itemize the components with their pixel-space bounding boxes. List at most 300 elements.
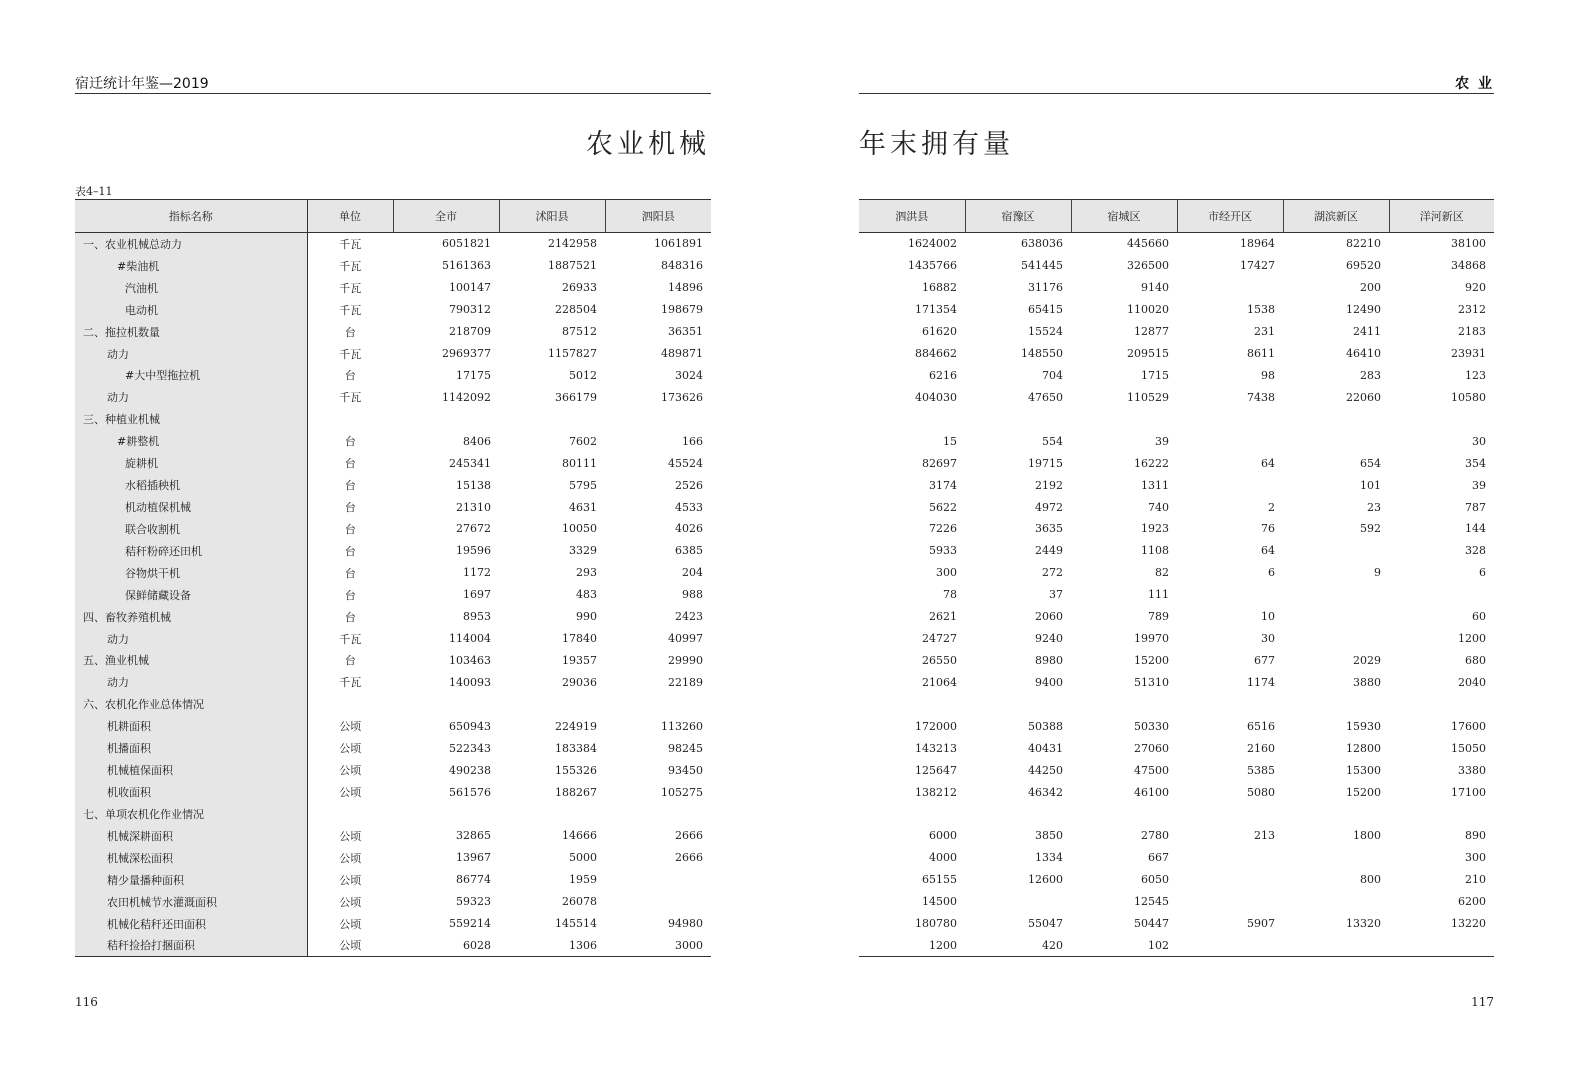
row-value-cell: 650943 [449, 719, 491, 733]
table-row [859, 935, 1494, 957]
row-value-cell: 65415 [1028, 303, 1063, 317]
row-indicator-name: 六、农机化作业总体情况 [75, 693, 307, 715]
row-indicator-name: 电动机 [75, 299, 307, 321]
table-number: 表4–11 [75, 185, 113, 198]
row-value-cell [965, 408, 1071, 430]
table-row [859, 781, 1494, 803]
row-value-cell: 3024 [675, 368, 703, 382]
row-value-cell: 2 [1268, 500, 1275, 514]
row-value-cell: 39 [1472, 478, 1486, 492]
row-indicator-name: 联合收割机 [75, 518, 307, 540]
row-value-cell: 17175 [456, 368, 491, 382]
left-page-number: 116 [75, 995, 98, 1009]
row-value-cell [1283, 891, 1389, 913]
row-value-cell [605, 693, 711, 715]
row-value-cell: 300 [1465, 851, 1486, 865]
row-value-cell: 884662 [915, 347, 957, 361]
row-value-cell [965, 693, 1071, 715]
row-value-cell [499, 693, 605, 715]
row-value-cell: 21310 [456, 500, 491, 514]
row-value-cell: 228504 [555, 303, 597, 317]
row-indicator-name: 机收面积 [75, 781, 307, 803]
row-value-cell: 483 [576, 588, 597, 602]
row-value-cell: 490238 [449, 763, 491, 777]
table-row [75, 452, 711, 474]
row-value-cell [859, 693, 965, 715]
row-value-cell: 6051821 [442, 237, 491, 251]
row-value-cell: 2029 [1353, 653, 1381, 667]
row-value-cell: 1311 [1141, 478, 1169, 492]
row-value-cell: 166 [682, 434, 703, 448]
table-row [859, 452, 1494, 474]
row-indicator-name: #柴油机 [75, 255, 307, 277]
row-indicator-name: 机械化秸秆还田面积 [75, 913, 307, 935]
left-header-row [75, 200, 711, 233]
row-value-cell: 559214 [449, 917, 491, 931]
header-yanghe: 洋河新区 [1389, 200, 1494, 233]
row-value-cell: 40431 [1028, 741, 1063, 755]
row-indicator-name: 七、单项农机化作业情况 [75, 803, 307, 825]
row-value-cell: 1538 [1247, 303, 1275, 317]
row-value-cell: 15050 [1451, 741, 1486, 755]
row-value-cell: 9400 [1035, 675, 1063, 689]
row-value-cell: 26933 [562, 281, 597, 295]
table-row [75, 584, 711, 606]
row-value-cell: 86774 [456, 873, 491, 887]
row-unit: 台 [344, 369, 356, 383]
row-value-cell: 82 [1155, 566, 1169, 580]
row-value-cell: 6 [1479, 566, 1486, 580]
row-value-cell [1283, 628, 1389, 650]
row-value-cell: 100147 [449, 281, 491, 295]
row-value-cell: 87512 [562, 325, 597, 339]
row-indicator-name: 谷物烘干机 [75, 562, 307, 584]
row-indicator-name: 机械植保面积 [75, 759, 307, 781]
row-value-cell [1283, 847, 1389, 869]
table-row [75, 430, 711, 452]
row-value-cell: 17100 [1451, 785, 1486, 799]
row-value-cell: 5933 [929, 544, 957, 558]
table-row [75, 496, 711, 518]
row-value-cell: 36351 [668, 325, 703, 339]
row-value-cell [499, 803, 605, 825]
row-value-cell: 82210 [1346, 237, 1381, 251]
table-row [859, 737, 1494, 759]
row-value-cell: 2060 [1035, 610, 1063, 624]
row-value-cell: 80111 [562, 456, 597, 470]
row-indicator-name: 秸秆粉碎还田机 [75, 540, 307, 562]
row-unit: 公顷 [339, 917, 362, 931]
row-indicator-name: #大中型拖拉机 [75, 365, 307, 387]
row-value-cell: 19970 [1134, 632, 1169, 646]
row-value-cell: 4533 [675, 500, 703, 514]
table-row [75, 255, 711, 277]
row-value-cell: 2621 [929, 610, 957, 624]
row-value-cell: 6216 [929, 368, 957, 382]
row-unit: 公顷 [339, 742, 362, 756]
row-unit: 千瓦 [339, 303, 362, 317]
row-value-cell: 18964 [1240, 237, 1275, 251]
row-value-cell: 1887521 [548, 259, 597, 273]
row-value-cell: 3880 [1353, 675, 1381, 689]
row-unit [307, 693, 393, 715]
row-value-cell: 1334 [1035, 851, 1063, 865]
row-value-cell: 144 [1465, 522, 1486, 536]
row-value-cell: 138212 [915, 785, 957, 799]
table-row [75, 233, 711, 255]
row-value-cell: 2449 [1035, 544, 1063, 558]
row-value-cell [1283, 408, 1389, 430]
header-indicator-name: 指标名称 [75, 200, 307, 233]
row-value-cell: 34868 [1451, 259, 1486, 273]
row-value-cell: 7602 [569, 434, 597, 448]
row-value-cell: 15200 [1134, 653, 1169, 667]
row-value-cell: 2780 [1141, 829, 1169, 843]
table-row [75, 365, 711, 387]
row-unit [307, 408, 393, 430]
row-value-cell: 13320 [1346, 917, 1381, 931]
right-page-number: 117 [1471, 995, 1494, 1009]
row-value-cell: 17840 [562, 632, 597, 646]
row-value-cell: 1697 [463, 588, 491, 602]
row-value-cell: 59323 [456, 895, 491, 909]
right-header-row [859, 200, 1494, 233]
row-value-cell: 113260 [661, 719, 703, 733]
row-value-cell [1283, 540, 1389, 562]
row-value-cell: 180780 [915, 917, 957, 931]
table-row [75, 474, 711, 496]
row-value-cell: 82697 [922, 456, 957, 470]
row-value-cell: 890 [1465, 829, 1486, 843]
row-value-cell: 200 [1360, 281, 1381, 295]
row-value-cell: 4026 [675, 522, 703, 536]
row-indicator-name: 精少量播种面积 [75, 869, 307, 891]
table-row [859, 299, 1494, 321]
row-value-cell: 17427 [1240, 259, 1275, 273]
row-value-cell: 5622 [929, 500, 957, 514]
table-row [859, 715, 1494, 737]
row-value-cell: 44250 [1028, 763, 1063, 777]
row-value-cell [1177, 474, 1283, 496]
row-value-cell: 15524 [1028, 325, 1063, 339]
row-value-cell: 920 [1465, 281, 1486, 295]
row-value-cell: 22189 [668, 675, 703, 689]
row-value-cell: 64 [1261, 544, 1275, 558]
row-unit: 千瓦 [339, 632, 362, 646]
table-row [859, 430, 1494, 452]
table-row [75, 891, 711, 913]
row-value-cell: 13220 [1451, 917, 1486, 931]
row-unit: 千瓦 [339, 259, 362, 273]
row-value-cell: 988 [682, 588, 703, 602]
header-hubin: 湖滨新区 [1283, 200, 1389, 233]
row-unit: 台 [344, 610, 356, 624]
row-value-cell: 15138 [456, 478, 491, 492]
header-shuyang: 沭阳县 [499, 200, 605, 233]
row-value-cell: 12800 [1346, 741, 1381, 755]
left-page [0, 0, 793, 1077]
row-value-cell: 1157827 [548, 347, 597, 361]
right-running-head: 农 业 [1455, 76, 1494, 92]
row-value-cell: 2969377 [442, 347, 491, 361]
row-indicator-name: 机播面积 [75, 737, 307, 759]
table-row [859, 825, 1494, 847]
row-value-cell: 60 [1472, 610, 1486, 624]
table-row [75, 825, 711, 847]
row-value-cell: 14666 [562, 829, 597, 843]
row-value-cell: 489871 [661, 347, 703, 361]
row-value-cell [1177, 408, 1283, 430]
row-value-cell: 103463 [449, 653, 491, 667]
row-value-cell [393, 408, 499, 430]
row-value-cell: 680 [1465, 653, 1486, 667]
row-value-cell: 37 [1049, 588, 1063, 602]
table-row [75, 847, 711, 869]
row-value-cell: 14896 [668, 281, 703, 295]
row-value-cell: 40997 [668, 632, 703, 646]
row-value-cell: 789 [1148, 610, 1169, 624]
row-value-cell: 125647 [915, 763, 957, 777]
row-unit: 千瓦 [339, 676, 362, 690]
row-value-cell: 787 [1465, 500, 1486, 514]
row-value-cell: 328 [1465, 544, 1486, 558]
row-unit: 公顷 [339, 873, 362, 887]
table-row [859, 891, 1494, 913]
row-value-cell: 6385 [675, 544, 703, 558]
row-value-cell: 26550 [922, 653, 957, 667]
table-row [859, 869, 1494, 891]
table-row [859, 628, 1494, 650]
row-value-cell: 5385 [1247, 763, 1275, 777]
row-value-cell: 111 [1148, 588, 1169, 602]
left-running-head: 宿迁统计年鉴—2019 [75, 76, 209, 92]
row-value-cell [1177, 584, 1283, 606]
row-value-cell: 38100 [1451, 237, 1486, 251]
table-row [859, 671, 1494, 693]
row-value-cell [1389, 584, 1494, 606]
row-value-cell: 26078 [562, 895, 597, 909]
row-value-cell: 5907 [1247, 917, 1275, 931]
row-value-cell [965, 803, 1071, 825]
row-value-cell: 445660 [1127, 237, 1169, 251]
row-value-cell: 6 [1268, 566, 1275, 580]
row-value-cell: 23 [1367, 500, 1381, 514]
row-value-cell: 2192 [1035, 478, 1063, 492]
table-row [859, 343, 1494, 365]
row-value-cell: 6050 [1141, 873, 1169, 887]
row-value-cell: 45524 [668, 456, 703, 470]
row-value-cell: 224919 [555, 719, 597, 733]
row-indicator-name: 机动植保机械 [75, 496, 307, 518]
row-value-cell: 21064 [922, 675, 957, 689]
row-value-cell [605, 408, 711, 430]
table-row [75, 540, 711, 562]
row-indicator-name: 农田机械节水灌溉面积 [75, 891, 307, 913]
row-unit: 公顷 [339, 895, 362, 909]
header-unit: 单位 [307, 200, 393, 233]
row-unit: 台 [344, 566, 356, 580]
row-value-cell: 22060 [1346, 390, 1381, 404]
row-value-cell: 800 [1360, 873, 1381, 887]
row-unit: 千瓦 [339, 391, 362, 405]
table-row [859, 255, 1494, 277]
row-value-cell: 3635 [1035, 522, 1063, 536]
row-value-cell: 218709 [449, 325, 491, 339]
table-row [859, 584, 1494, 606]
row-value-cell: 12600 [1028, 873, 1063, 887]
row-value-cell: 183384 [555, 741, 597, 755]
row-value-cell: 17600 [1451, 719, 1486, 733]
table-row [75, 935, 711, 957]
row-value-cell: 24727 [922, 632, 957, 646]
row-value-cell: 47650 [1028, 390, 1063, 404]
row-value-cell [1071, 693, 1177, 715]
row-value-cell [1283, 803, 1389, 825]
row-value-cell [1389, 935, 1494, 957]
row-value-cell: 1624002 [908, 237, 957, 251]
row-value-cell: 213 [1254, 829, 1275, 843]
row-value-cell: 31176 [1028, 281, 1063, 295]
table-row [75, 321, 711, 343]
row-value-cell [1283, 430, 1389, 452]
row-value-cell: 2666 [675, 829, 703, 843]
row-value-cell: 1923 [1141, 522, 1169, 536]
header-city-total: 全市 [393, 200, 499, 233]
table-row [859, 650, 1494, 672]
row-indicator-name: 秸秆捡拾打捆面积 [75, 935, 307, 957]
row-value-cell [393, 803, 499, 825]
row-value-cell: 704 [1042, 368, 1063, 382]
row-value-cell [1177, 847, 1283, 869]
row-value-cell: 2183 [1458, 325, 1486, 339]
table-row [75, 518, 711, 540]
table-row [75, 759, 711, 781]
row-value-cell: 541445 [1021, 259, 1063, 273]
row-value-cell: 10050 [562, 522, 597, 536]
row-value-cell: 64 [1261, 456, 1275, 470]
row-value-cell: 78 [943, 588, 957, 602]
row-value-cell: 148550 [1021, 347, 1063, 361]
row-value-cell [1283, 584, 1389, 606]
row-value-cell: 9240 [1035, 632, 1063, 646]
table-row [859, 759, 1494, 781]
row-value-cell: 15930 [1346, 719, 1381, 733]
row-value-cell: 173626 [661, 390, 703, 404]
left-header-rule [75, 93, 711, 94]
table-row [859, 562, 1494, 584]
row-value-cell: 3850 [1035, 829, 1063, 843]
row-value-cell: 5000 [569, 851, 597, 865]
row-unit: 公顷 [339, 720, 362, 734]
right-table-body [859, 233, 1494, 957]
row-value-cell: 16882 [922, 281, 957, 295]
row-indicator-name: 动力 [75, 628, 307, 650]
table-row [859, 474, 1494, 496]
row-value-cell [1177, 430, 1283, 452]
row-value-cell: 13967 [456, 851, 491, 865]
row-value-cell: 5795 [569, 478, 597, 492]
row-value-cell: 19715 [1028, 456, 1063, 470]
row-value-cell: 47500 [1134, 763, 1169, 777]
row-value-cell: 1200 [1458, 632, 1486, 646]
row-value-cell: 30 [1261, 632, 1275, 646]
row-value-cell: 6516 [1247, 719, 1275, 733]
row-value-cell: 23931 [1451, 347, 1486, 361]
row-value-cell [965, 891, 1071, 913]
row-value-cell: 12545 [1134, 895, 1169, 909]
header-sihong: 泗洪县 [859, 200, 965, 233]
row-value-cell: 55047 [1028, 917, 1063, 931]
row-value-cell: 1800 [1353, 829, 1381, 843]
row-value-cell: 283 [1360, 368, 1381, 382]
row-value-cell: 5080 [1247, 785, 1275, 799]
row-value-cell [499, 408, 605, 430]
row-value-cell: 8611 [1247, 347, 1275, 361]
row-value-cell [859, 803, 965, 825]
row-value-cell: 6000 [929, 829, 957, 843]
row-value-cell: 790312 [449, 303, 491, 317]
row-value-cell: 32865 [456, 829, 491, 843]
row-value-cell: 561576 [449, 785, 491, 799]
table-row [75, 386, 711, 408]
left-data-table [75, 199, 711, 957]
row-value-cell: 65155 [922, 873, 957, 887]
row-value-cell: 300 [936, 566, 957, 580]
row-value-cell: 10580 [1451, 390, 1486, 404]
row-indicator-name: 二、拖拉机数量 [75, 321, 307, 343]
table-row [75, 606, 711, 628]
row-unit: 公顷 [307, 935, 393, 957]
row-value-cell: 326500 [1127, 259, 1169, 273]
row-value-cell: 1061891 [654, 237, 703, 251]
row-value-cell: 16222 [1134, 456, 1169, 470]
row-value-cell: 2160 [1247, 741, 1275, 755]
row-unit: 公顷 [339, 786, 362, 799]
row-value-cell [605, 891, 711, 913]
row-value-cell: 145514 [555, 917, 597, 931]
row-value-cell: 2312 [1458, 303, 1486, 317]
row-value-cell: 10 [1261, 610, 1275, 624]
row-value-cell: 1142092 [442, 390, 491, 404]
row-value-cell [1389, 408, 1494, 430]
row-value-cell: 4000 [929, 851, 957, 865]
row-value-cell: 12877 [1134, 325, 1169, 339]
row-unit: 台 [344, 457, 356, 471]
row-value-cell [1283, 935, 1389, 957]
table-row [859, 365, 1494, 387]
left-table-body [75, 233, 711, 957]
row-unit [307, 803, 393, 825]
row-value-cell: 554 [1042, 434, 1063, 448]
row-indicator-name: 动力 [75, 671, 307, 693]
table-row [859, 693, 1494, 715]
row-indicator-name: 保鲜储藏设备 [75, 584, 307, 606]
table-row [75, 913, 711, 935]
row-value-cell: 102 [1071, 935, 1177, 957]
row-value-cell: 1715 [1141, 368, 1169, 382]
row-value-cell [1071, 408, 1177, 430]
row-value-cell [1177, 935, 1283, 957]
row-unit: 台 [344, 544, 356, 558]
table-row [75, 693, 711, 715]
row-value-cell: 1172 [463, 566, 491, 580]
table-row [859, 321, 1494, 343]
row-value-cell: 245341 [449, 456, 491, 470]
table-row [75, 408, 711, 430]
row-value-cell: 2040 [1458, 675, 1486, 689]
row-value-cell: 27060 [1134, 741, 1169, 755]
row-value-cell: 404030 [915, 390, 957, 404]
